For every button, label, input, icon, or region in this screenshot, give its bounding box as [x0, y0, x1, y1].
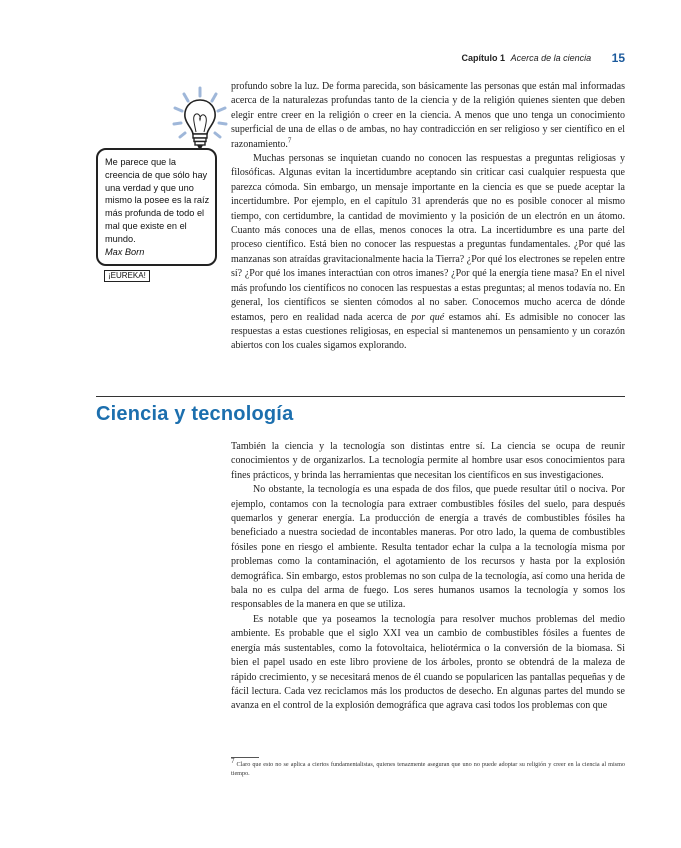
- paragraph: No obstante, la tecnología es una espada de dos filos, que puede resultar útil o nociva. Por ejemplo, contamos con la tecnología para extraer combustibles fósiles del suelo, para después quemarlos y generar energía. La producción de energía a través de combustibles fósiles ha beneficiado a nuestra sociedad de incontables maneras. Por otro lado, la quema de combustibles fósiles pone en riesgo el ambiente. Resulta tentador echar la culpa a la tecnología misma por problemas como la contaminación, el agotamiento de los recursos y hasta por la explosión demográfica. Sin embargo, estos problemas no son culpa de la tecnología, así como una herida de bala no es culpa del arma de fuego. Los seres humanos usamos la tecnología y somos los responsables de la manera en que se utiliza.: [231, 484, 625, 611]
- paragraph: Es notable que ya poseamos la tecnología para resolver muchos problemas del medio ambiente. Es probable que el siglo XXI vea un cambio de combustibles fósiles a fuentes de energía más sustentables, como la fotovoltaica, heliotérmica o la conversión de la biomasa. Si bien el papel usado en este libro proviene de los árboles, pronto se obtendrá de la maleza de rápido crecimiento, y se necesitará menos de él cuando se popularicen las pantallas pequeñas y de fácil lectura. Cada vez reciclamos más los productos de desecho. En algunas partes del mundo se avanza en el control de la explosión demográfica que agrava casi todos los problemas con que: [231, 613, 625, 712]
- footnote-reference: 7: [287, 136, 292, 145]
- footnote-mark: 7: [231, 756, 235, 765]
- chapter-subtitle: Acerca de la ciencia: [510, 53, 592, 63]
- paragraph: [231, 152, 625, 354]
- chapter-label: Capítulo 1: [461, 53, 506, 63]
- paragraph-text: Muchas personas se inquietan cuando no conocen las respuestas a preguntas religiosas y filosóficas. Algunas evitan la incertidumbre aceptando sin criticar casi cualquier respuesta que parezca cómoda. Sin embargo, un mensaje importante en la ciencia es que se puede aceptar la incertidumbre. Por ejemplo, en el capítulo 31 aprenderás que no es posible conocer al mismo tiempo, con certidumbre, la cantidad de movimiento y la posición de un electrón en un átomo. Cuanto más conoces una de ellas, menos conoces la otra. La incertidumbre es una parte del proceso científico. Está bien no conocer las respuestas a preguntas fundamentales. ¿Por qué las manzanas son atraídas gravitacionalmente hacia la Tierra? ¿Por qué los electrones se repelen entre sí? ¿Por qué los imanes interactúan con otros imanes? ¿Por qué la energía tiene masa? En el nivel más profundo los científicos no conocen las respuestas a estas preguntas; al menos todavía no. En general, los científicos se sienten cómodos al no saber. Conocemos mucho acerca de dónde estamos, pero en realidad nada acerca de: [231, 153, 625, 323]
- lightbulb-icon: [172, 86, 228, 152]
- section2-text: [231, 440, 625, 714]
- sidebar-quote: Me parece que la creencia de que sólo hay una verdad y que uno mismo la posee es la raíz más profunda de todo el mal que existe en el mundo.: [105, 157, 210, 244]
- paragraph: También la ciencia y la tecnología son distintas entre sí. La ciencia se ocupa de reunir conocimientos y de organizarlos. La tecnología permite al hombre usar esos conocimientos para fines prácticos, y brinda las herramientas que necesitan los científicos en sus investigaciones.: [231, 441, 625, 481]
- section-heading: Ciencia y tecnología: [96, 403, 294, 425]
- paragraph-text: estamos ahí. Es admisible no conocer las respuestas a estas cuestiones religiosas, en especial si mantenemos un pensamiento y un corazón abiertos con los cuales sigamos explorando.: [231, 311, 625, 352]
- paragraph: [231, 80, 625, 152]
- section-divider: [96, 396, 625, 397]
- page-number: 15: [611, 51, 625, 65]
- footnote-text: Claro que esto no se aplica a ciertos fundamentalistas, quienes tenazmente aseguran que uno no puede adoptar su religión y creer en la ciencia al mismo tiempo.: [231, 761, 625, 777]
- eureka-tag: ¡EUREKA!: [104, 270, 150, 282]
- footnote-divider: [231, 757, 259, 758]
- section1-text: [231, 80, 625, 354]
- paragraph-text: profundo sobre la luz. De forma parecida, son básicamente las personas que están mal informadas acerca de la naturalezas profundas tanto de la ciencia y de la religión quienes sienten que deben elegir entre creer en la religión o creer en la ciencia. A menos que uno tenga un conocimiento superficial de una de ellas o de ambas, no hay contradicción en ser religioso y ser científico en el razonamiento.: [231, 81, 625, 150]
- emphasis: por qué: [411, 311, 445, 323]
- running-head: [462, 50, 625, 64]
- sidebar-author: Max Born: [105, 246, 145, 257]
- footnote: [231, 756, 625, 778]
- eureka-quote-box: [96, 148, 217, 266]
